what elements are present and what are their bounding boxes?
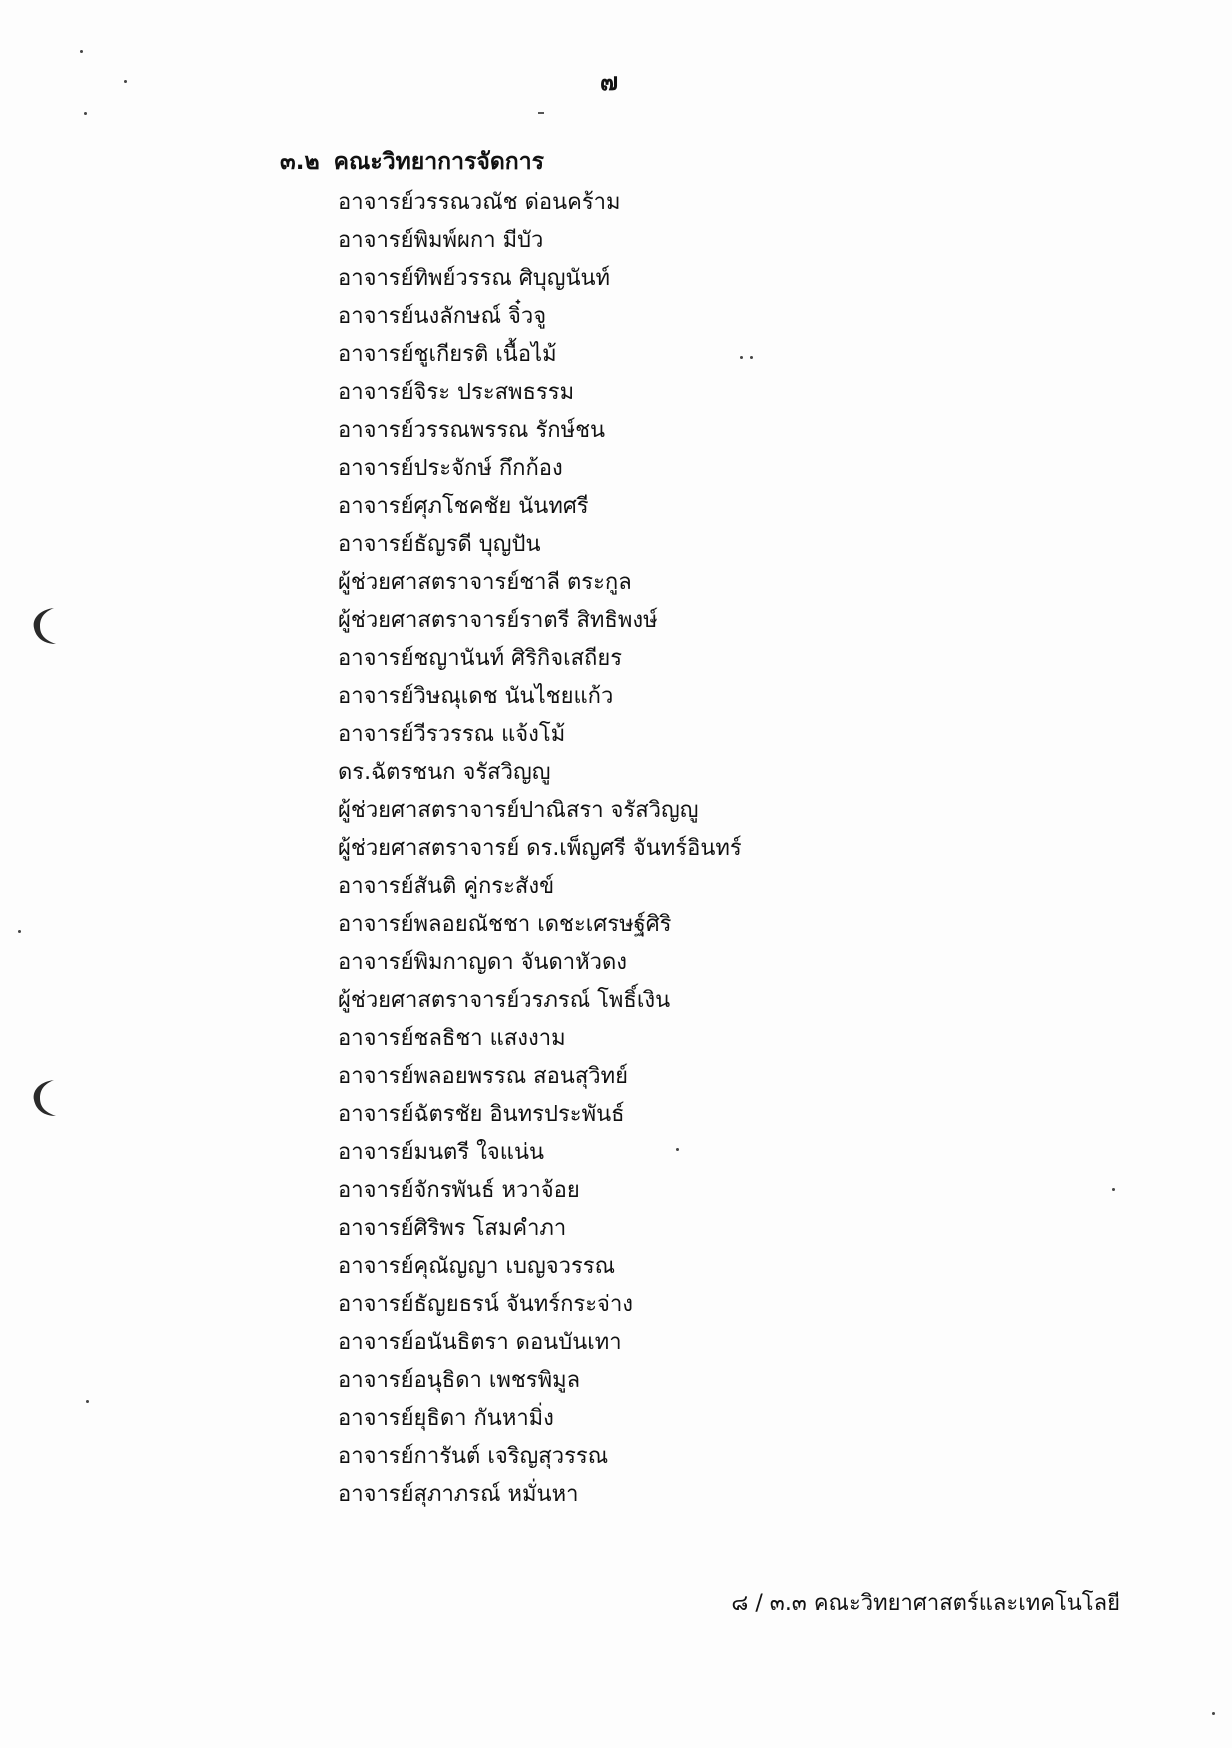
staff-item: อาจารย์ชญานันท์ ศิริกิจเสถียร — [338, 646, 623, 671]
staff-item: อาจารย์การันต์ เจริญสุวรรณ — [338, 1444, 609, 1469]
staff-item: ดร.ฉัตรชนก จรัสวิญญู — [338, 760, 551, 785]
scan-speck — [86, 1400, 89, 1403]
scan-speck — [740, 356, 743, 359]
staff-item: อาจารย์พิมกาญดา จันดาหัวดง — [338, 950, 628, 975]
staff-item: อาจารย์สันติ คู่กระสังข์ — [338, 874, 555, 899]
staff-item: อาจารย์วรรณวณัช ด่อนคร้าม — [338, 190, 621, 215]
staff-item: อาจารย์พิมพ์ผกา มีบัว — [338, 228, 544, 253]
staff-item: อาจารย์จิระ ประสพธรรม — [338, 380, 575, 405]
staff-item: อาจารย์วีรวรรณ แจ้งโม้ — [338, 722, 566, 747]
staff-item: อาจารย์ธัญยธรน์ จันทร์กระจ่าง — [338, 1292, 634, 1317]
page-number: ๗ — [600, 68, 619, 96]
staff-item: อาจารย์มนตรี ใจแน่น — [338, 1140, 545, 1165]
staff-item: อาจารย์ศุภโชคชัย นันทศรี — [338, 494, 589, 519]
staff-item: อาจารย์สุภาภรณ์ หมั่นหา — [338, 1482, 579, 1507]
scan-speck — [18, 930, 21, 933]
staff-item: อาจารย์พลอยณัชชา เดชะเศรษฐ์ศิริ — [338, 912, 672, 937]
scan-speck — [80, 50, 83, 53]
scan-speck — [124, 80, 127, 83]
scan-mark — [538, 112, 544, 114]
staff-item: ผู้ช่วยศาสตราจารย์ราตรี สิทธิพงษ์ — [338, 608, 658, 633]
staff-item: อาจารย์ทิพย์วรรณ ศิบุญนันท์ — [338, 266, 611, 291]
staff-item: อาจารย์ประจักษ์ กึกก้อง — [338, 456, 563, 481]
section-heading — [280, 144, 544, 180]
staff-item: ผู้ช่วยศาสตราจารย์ ดร.เพ็ญศรี จันทร์อินทร์ — [338, 836, 742, 861]
staff-item: อาจารย์ฉัตรชัย อินทรประพันธ์ — [338, 1102, 625, 1127]
staff-item: อาจารย์วรรณพรรณ รักษ์ชน — [338, 418, 606, 443]
staff-item: ผู้ช่วยศาสตราจารย์ปาณิสรา จรัสวิญญู — [338, 798, 699, 823]
staff-item: อาจารย์อนุธิดา เพชรพิมูล — [338, 1368, 581, 1393]
staff-item: อาจารย์ศิริพร โสมคำภา — [338, 1216, 567, 1241]
staff-item: อาจารย์นงลักษณ์ จิ๋วจู — [338, 304, 547, 329]
section-title: คณะวิทยาการจัดการ — [333, 149, 544, 175]
staff-list — [338, 184, 742, 1514]
staff-item: ผู้ช่วยศาสตราจารย์ชาลี ตระกูล — [338, 570, 632, 595]
staff-item: อาจารย์คุณัญญา เบญจวรรณ — [338, 1254, 615, 1279]
staff-item: ผู้ช่วยศาสตราจารย์วรภรณ์ โพธิ์เงิน — [338, 988, 671, 1013]
staff-item: อาจารย์ธัญรดี บุญปัน — [338, 532, 541, 557]
staff-item: อาจารย์ชลธิชา แสงงาม — [338, 1026, 566, 1051]
scan-speck — [750, 356, 753, 359]
scan-speck — [1212, 1712, 1215, 1715]
punch-hole-mark — [32, 606, 58, 646]
scan-speck — [676, 1148, 679, 1151]
footer-continuation: ๘ / ๓.๓ คณะวิทยาศาสตร์และเทคโนโลยี — [731, 1591, 1120, 1616]
punch-hole-mark — [32, 1078, 58, 1118]
staff-item: อาจารย์จักรพันธ์ หวาจ้อย — [338, 1178, 580, 1203]
scan-speck — [84, 112, 87, 115]
section-number: ๓.๒ — [280, 149, 320, 175]
staff-item: อาจารย์วิษณุเดช นันไชยแก้ว — [338, 684, 614, 709]
staff-item: อาจารย์อนันธิตรา ดอนบันเทา — [338, 1330, 622, 1355]
staff-item: อาจารย์ชูเกียรติ เนื้อไม้ — [338, 342, 557, 367]
staff-item: อาจารย์ยุธิดา กันหามิ่ง — [338, 1406, 554, 1431]
staff-item: อาจารย์พลอยพรรณ สอนสุวิทย์ — [338, 1064, 628, 1089]
scan-speck — [1112, 1188, 1115, 1191]
